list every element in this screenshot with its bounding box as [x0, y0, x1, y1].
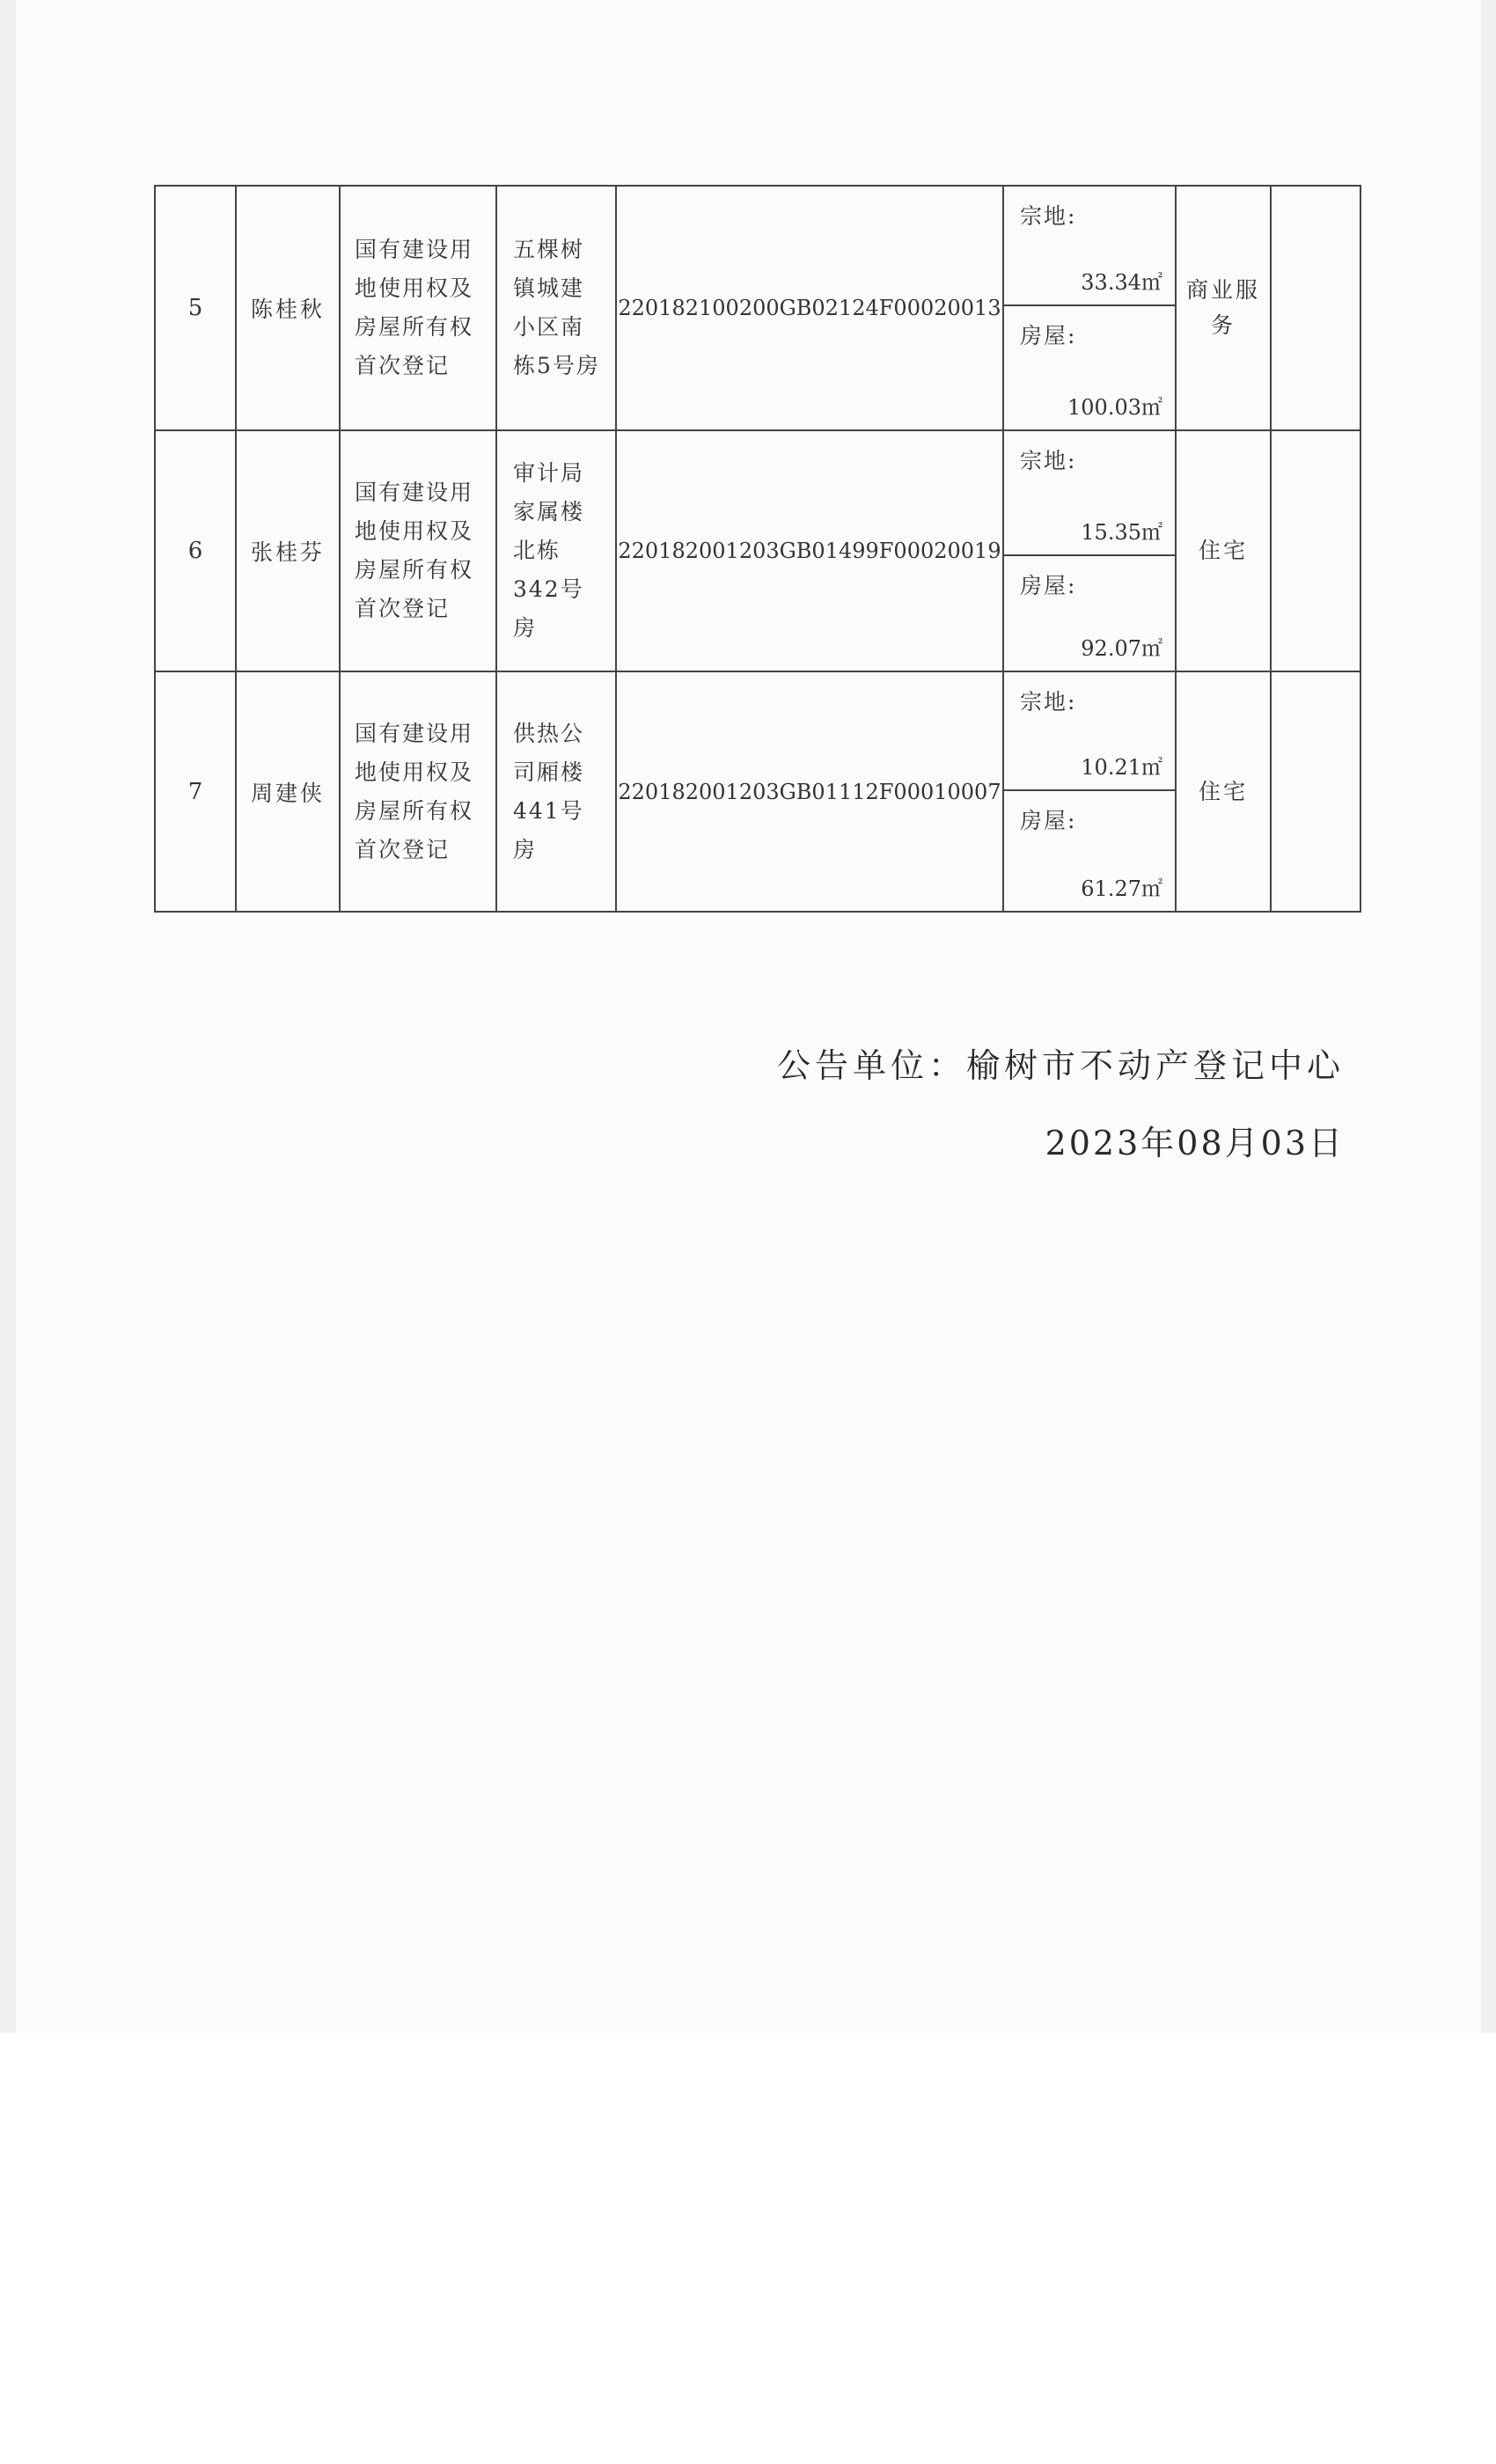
land-area-cell — [1003, 186, 1176, 305]
house-area-value: 92.07㎡ — [1081, 636, 1162, 661]
notice-unit: 公告单位：榆树市不动产登记中心 — [776, 1046, 1345, 1085]
land-area-value: 15.35㎡ — [1081, 520, 1162, 545]
house-area-cell — [1003, 555, 1176, 671]
house-area-cell — [1003, 790, 1176, 912]
property-location: 五棵树镇城建小区南栋5号房 — [496, 186, 616, 430]
table-row — [155, 430, 1360, 555]
land-area-label: 宗地: — [1020, 203, 1077, 229]
registration-type: 国有建设用地使用权及房屋所有权首次登记 — [340, 186, 496, 430]
property-location: 审计局家属楼北栋342号房 — [496, 430, 616, 671]
row-number: 5 — [155, 186, 236, 430]
registration-type: 国有建设用地使用权及房屋所有权首次登记 — [340, 671, 496, 912]
row-number: 6 — [155, 430, 236, 671]
unit-code: 220182001203GB01112F00010007 — [616, 671, 1003, 912]
owner-name: 周建侠 — [236, 671, 340, 912]
land-area-cell — [1003, 671, 1176, 790]
unit-code: 220182001203GB01499F00020019 — [616, 430, 1003, 671]
remark — [1271, 430, 1360, 671]
house-area-label: 房屋: — [1020, 573, 1077, 598]
house-area-label: 房屋: — [1020, 808, 1077, 833]
page-bottom-margin — [0, 2033, 1496, 2464]
table-row — [155, 186, 1360, 305]
house-area-value: 100.03㎡ — [1067, 395, 1162, 420]
notice-date: 2023年08月03日 — [1045, 1124, 1345, 1162]
land-area-value: 33.34㎡ — [1081, 270, 1162, 295]
land-area-cell — [1003, 430, 1176, 555]
usage: 住宅 — [1176, 430, 1271, 671]
remark — [1271, 671, 1360, 912]
land-area-value: 10.21㎡ — [1081, 755, 1162, 780]
usage: 住宅 — [1176, 671, 1271, 912]
house-area-value: 61.27㎡ — [1081, 876, 1162, 901]
remark — [1271, 186, 1360, 430]
usage: 商业服务 — [1176, 186, 1271, 430]
registration-table — [154, 185, 1361, 913]
land-area-label: 宗地: — [1020, 448, 1077, 473]
house-area-cell — [1003, 305, 1176, 430]
registration-type: 国有建设用地使用权及房屋所有权首次登记 — [340, 430, 496, 671]
property-location: 供热公司厢楼441号房 — [496, 671, 616, 912]
unit-code: 220182100200GB02124F00020013 — [616, 186, 1003, 430]
house-area-label: 房屋: — [1020, 323, 1077, 348]
row-number: 7 — [155, 671, 236, 912]
owner-name: 陈桂秋 — [236, 186, 340, 430]
owner-name: 张桂芬 — [236, 430, 340, 671]
land-area-label: 宗地: — [1020, 689, 1077, 715]
table-row — [155, 671, 1360, 790]
